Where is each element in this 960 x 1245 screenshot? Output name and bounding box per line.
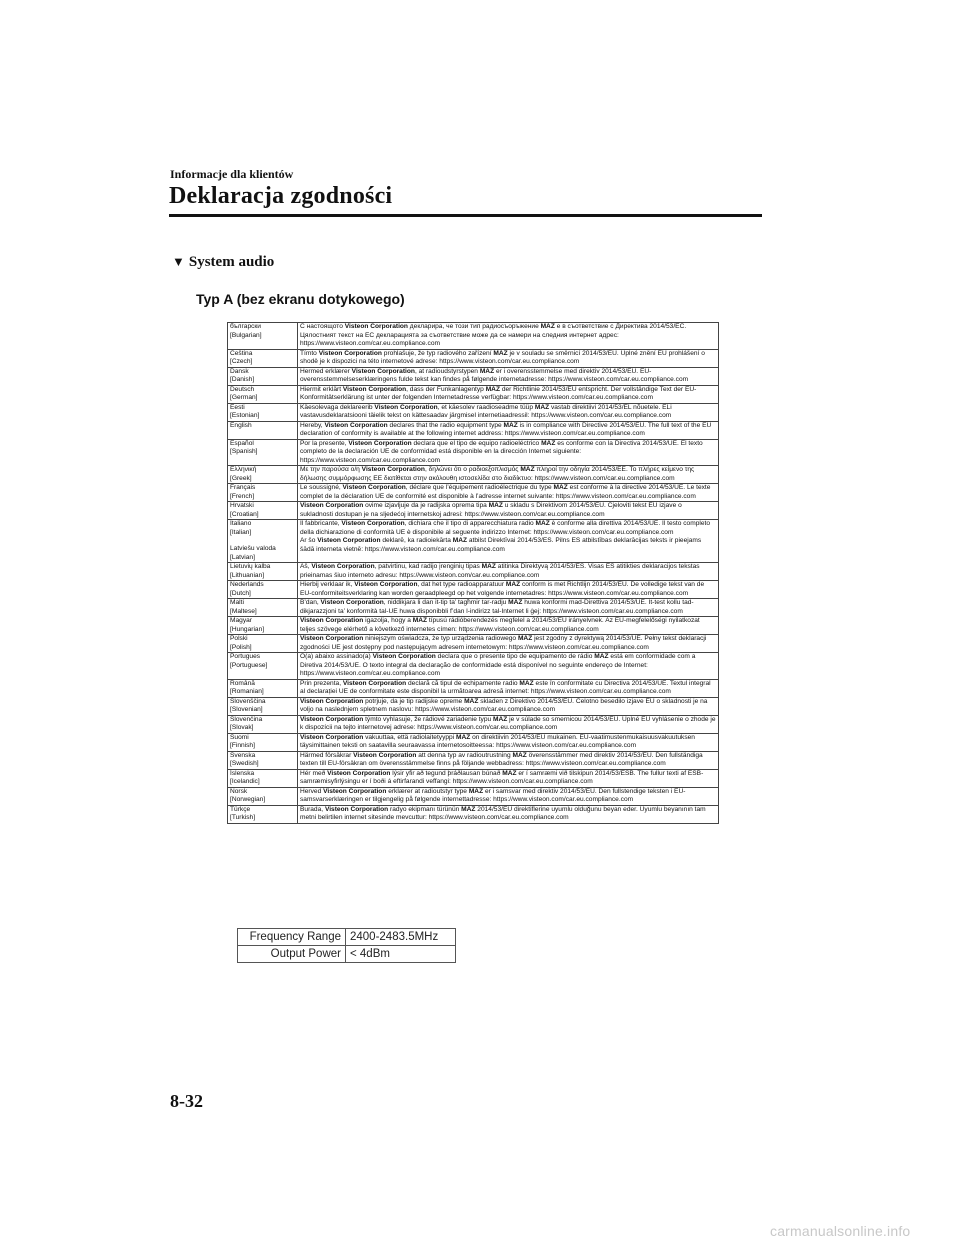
emphasis-text: MAZ (464, 697, 479, 705)
emphasis-text: MAZ (488, 502, 503, 509)
emphasis-text: MAZ (503, 421, 518, 429)
language-name: Italiano (230, 520, 252, 527)
declaration-text: С настоящото Visteon Corporation декларира, че този тип радиосъоръжение MAZ е в съответствие с Директива 2014/53/ЕС. Цялостният текст на ЕС декларацията за съответствие може да се намери на следния интернет адрес: https://www.visteon.com/car.eu.compliance.com (300, 323, 687, 347)
language-name-english: [Dutch] (230, 589, 251, 597)
language-name-english: [Bulgarian] (230, 331, 262, 339)
language-cell (228, 715, 298, 733)
declaration-row (228, 653, 719, 680)
spec-row (238, 929, 456, 946)
declaration-text: B’dan, Visteon Corporation, niddikjara li dan it-tip ta’ tagħmir tar-radju MAZ huwa konformi mad-Direttiva 2014/53/UE. It-test kollu tad-dikjarazzjoni ta’ konformità tal-UE huwa disponibbli f’dan l-indirizz tal-Internet li ġej: https://www.visteon.com/car.eu.compliance.com (300, 599, 694, 615)
declaration-text-cell (298, 787, 719, 805)
language-name-english: [Lithuanian] (230, 571, 265, 579)
language-name-english: [Hungarian] (230, 625, 265, 633)
language-cell (228, 484, 298, 502)
declaration-row (228, 751, 719, 769)
language-name: Nederlands (230, 581, 264, 588)
declaration-row (228, 502, 719, 520)
language-name: Latviešu valoda (230, 545, 276, 552)
emphasis-text: MAZ (541, 439, 556, 447)
emphasis-text: MAZ (534, 403, 550, 411)
emphasis-text: Visteon Corporation (341, 520, 405, 527)
emphasis-text: Visteon Corporation (320, 599, 384, 606)
emphasis-text: MAZ (517, 635, 533, 642)
language-name: Lietuvių kalba (230, 563, 271, 570)
language-cell (228, 563, 298, 581)
emphasis-text: Visteon Corporation (323, 787, 387, 795)
language-name-english: [Estonian] (230, 412, 260, 419)
declaration-text-cell (298, 323, 719, 350)
declaration-text: Με την παρούσα ο/η Visteon Corporation, δηλώνει ότι ο ραδιοεξοπλισμός MAZ πληροί την οδηγία 2014/53/ΕΕ. Το πλήρες κείμενο της δήλωσης συμμόρφωσης ΕΕ διατίθεται στην ακόλουθη ιστοσελίδα στο διαδίκτυο: https://www.visteon.com/car.eu.compliance.com (300, 466, 695, 482)
language-name-english: [Romanian] (230, 688, 264, 695)
section-label: Informacje dla klientów (170, 167, 294, 181)
declaration-row (228, 563, 719, 581)
language-name: български (230, 323, 261, 330)
declaration-text-cell (298, 635, 719, 653)
emphasis-text: MAZ (461, 805, 476, 813)
emphasis-text: Visteon Corporation (327, 769, 391, 777)
language-cell (228, 403, 298, 421)
declaration-text: Prin prezenta, Visteon Corporation declară că tipul de echipamente radio MAZ este în conformitate cu Directiva 2014/53/UE. Textul integral al declarației UE de conformitate este disponibil la următoarea adresă internet: https://www.visteon.com/car.eu.compliance.com (300, 679, 711, 695)
language-name: Čeština (230, 349, 253, 357)
emphasis-text: Visteon Corporation (300, 715, 364, 723)
declaration-text: Il fabbricante, Visteon Corporation, dichiara che il tipo di apparecchiatura radio MAZ è conforme alla direttiva 2014/53/UE. Il testo completo della dichiarazione di conformità UE è disponibile al seguente indirizzo Internet: https://www.visteon.com/car.eu.compliance.com (300, 520, 711, 536)
declaration-row (228, 787, 719, 805)
language-name-english: [Latvian] (230, 553, 255, 561)
spec-row (238, 946, 456, 963)
declaration-text: Herved Visteon Corporation erklærer at radioutstyr type MAZ er i samsvar med direktiv 2014/53/EU. Den fullstendige teksten i EU-samsvarserklæringen er tilgjengelig på følgende internettadresse: https://www.visteon.com/car.eu.compliance.com (300, 787, 686, 803)
emphasis-text: MAZ (468, 787, 484, 795)
language-name: Dansk (230, 367, 249, 375)
language-cell (228, 679, 298, 697)
language-name-english: [Italian] (230, 528, 252, 536)
language-cell (228, 581, 298, 599)
subsection-heading-text: System audio (188, 254, 275, 270)
declaration-row (228, 679, 719, 697)
declaration-text-cell (298, 502, 719, 520)
declaration-text: Käesolevaga deklareerib Visteon Corporation, et käesolev raadioseadme tüüp MAZ vastab direktiivi 2014/53/EL nõuetele. ELi vastavusdeklaratsiooni täielik tekst on kättesaadav järgmisel internetiaadressil: https://www.visteon.com/car.eu.compliance.com (300, 403, 672, 419)
declaration-text-cell (298, 466, 719, 484)
declaration-row (228, 323, 719, 350)
spec-table-body (238, 929, 456, 963)
emphasis-text: MAZ (479, 367, 495, 375)
declaration-text: Visteon Corporation igazolja, hogy a MAZ típusú rádióberendezés megfelel a 2014/53/EU irányelvnek. Az EU-megfelelőségi nyilatkozat teljes szövege elérhető a következő internetes címen: https://www.visteon.com/car.eu.compliance.com (300, 617, 700, 633)
language-cell (228, 733, 298, 751)
declaration-text-cell (298, 520, 719, 563)
language-name: Malti (230, 599, 244, 606)
declaration-text: Visteon Corporation niniejszym oświadcza, że typ urządzenia radiowego MAZ jest zgodny z dyrektywą 2014/53/UE. Pełny tekst deklaracji zgodności UE jest dostępny pod następującym adresem internetowym: https://www.visteon.com/car.eu.compliance.com (300, 635, 707, 651)
language-name-english: [Spanish] (230, 448, 258, 455)
declaration-row (228, 484, 719, 502)
language-name-english: [Norwegian] (230, 796, 266, 803)
language-name: Română (230, 679, 255, 687)
declaration-text-cell (298, 617, 719, 635)
declaration-row (228, 349, 719, 367)
emphasis-text: Visteon Corporation (351, 367, 415, 375)
language-name: Español (230, 439, 254, 447)
declaration-row (228, 733, 719, 751)
declaration-row (228, 466, 719, 484)
declaration-row (228, 769, 719, 787)
emphasis-text: Visteon Corporation (300, 635, 364, 642)
page-number: 8-32 (170, 1091, 203, 1111)
emphasis-text: Visteon Corporation (318, 349, 382, 357)
emphasis-text: Visteon Corporation (300, 502, 364, 509)
emphasis-text: Visteon Corporation (342, 385, 407, 393)
declaration-row (228, 715, 719, 733)
declaration-text: Hierbij verklaar ik, Visteon Corporation, dat het type radioapparatuur MAZ conform is met Richtlijn 2014/53/EU. De volledige tekst van de EU-conformiteitsverklaring kan worden geraadpleegd op het volgende internetadres: https://www.visteon.com/car.eu.compliance.com (300, 581, 705, 597)
language-name: Eesti (230, 403, 245, 411)
emphasis-text: MAZ (456, 733, 471, 741)
language-name: Polski (230, 635, 248, 642)
declaration-text-cell (298, 805, 719, 823)
declaration-text-cell (298, 403, 719, 421)
declaration-text-cell (298, 439, 719, 466)
emphasis-text: Visteon Corporation (353, 751, 417, 759)
declaration-text: O(a) abaixo assinado(a) Visteon Corporation declara que o presente tipo de equipamento de rádio MAZ está em conformidade com a Diretiva 2014/53/UE. O texto integral da declaração de conformidade está disponível no seguinte endereço de Internet: https://www.visteon.com/car.eu.compliance.com (300, 653, 696, 677)
language-cell (228, 323, 298, 350)
emphasis-text: MAZ (412, 617, 428, 624)
language-name-english: [Finnish] (230, 742, 255, 749)
language-name: Íslenska (230, 769, 255, 777)
language-cell (228, 635, 298, 653)
language-cell (228, 769, 298, 787)
declaration-row (228, 581, 719, 599)
language-name: Deutsch (230, 385, 255, 393)
emphasis-text: Visteon Corporation (342, 679, 407, 687)
emphasis-text: MAZ (505, 581, 521, 588)
declaration-text: Hermed erklærer Visteon Corporation, at radioudstyrstypen MAZ er i overensstemmelse med direktiv 2014/53/EU. EU-overensstemmelseserklæringens fulde tekst kan findes på følgende internetadresse: https://www.visteon.com/car.eu.compliance.com (300, 367, 689, 383)
language-cell (228, 466, 298, 484)
emphasis-text: MAZ (481, 563, 496, 570)
declaration-row (228, 635, 719, 653)
emphasis-text: Visteon Corporation (311, 563, 375, 570)
declaration-row (228, 439, 719, 466)
language-name-english: [Croatian] (230, 510, 259, 518)
language-name: Hrvatski (230, 502, 254, 509)
language-cell (228, 697, 298, 715)
language-cell (228, 751, 298, 769)
declaration-text-cell (298, 367, 719, 385)
declaration-text-cell (298, 385, 719, 403)
language-name-english: [Icelandic] (230, 778, 260, 785)
language-name-english: [Slovak] (230, 724, 254, 731)
declaration-row (228, 520, 719, 563)
title-rule (169, 214, 762, 217)
declaration-text: Tímto Visteon Corporation prohlašuje, že typ radiového zařízení MAZ je v souladu se směrnicí 2014/53/EU. Úplné znění EU prohlášení o shodě je k dispozici na této internetové adrese: https://www.visteon.com/car.eu.compliance.com (300, 349, 705, 365)
language-name-english: [Turkish] (230, 814, 256, 821)
language-cell (228, 421, 298, 439)
language-name: Svenska (230, 751, 256, 759)
language-name: Norsk (230, 787, 248, 795)
declaration-text-cell (298, 484, 719, 502)
language-name-english: [Danish] (230, 376, 255, 383)
declaration-text-cell (298, 653, 719, 680)
language-name: Ελληνική (230, 466, 257, 473)
spec-label: Frequency Range (238, 929, 346, 946)
declaration-text: Por la presente, Visteon Corporation declara que el tipo de equipo radioeléctrico MAZ es conforme con la Directiva 2014/53/UE. El texto completo de la declaración UE de conformidad está disponible en la dirección Internet siguiente: https://www.visteon.com/car.eu.compliance.com (300, 439, 703, 464)
emphasis-text: MAZ (512, 751, 527, 759)
language-name: Türkçe (230, 805, 251, 813)
declaration-text-cell (298, 697, 719, 715)
declaration-text-cell (298, 715, 719, 733)
declaration-text: Le soussigné, Visteon Corporation, déclare que l’équipement radioélectrique du type MAZ est conforme à la directive 2014/53/UE. Le texte complet de la déclaration UE de conformité est disponible à l’adresse internet suivante: https://www.visteon.com/car.eu.compliance.com (300, 484, 711, 500)
language-name: Suomi (230, 733, 249, 741)
declaration-text-cell (298, 599, 719, 617)
declaration-text-cell (298, 421, 719, 439)
emphasis-text: Visteon Corporation (344, 323, 408, 330)
language-cell (228, 439, 298, 466)
spec-value: < 4dBm (346, 946, 456, 963)
declaration-row (228, 599, 719, 617)
emphasis-text: MAZ (508, 599, 523, 606)
declaration-text: Hér með Visteon Corporation lýsir yfir að tegund þráðlausan búnað MAZ er í samræmi við tilskipun 2014/53/ESB. The fullur texti af ESB-samræmisyfirlýsingu er í boði á eftirfarandi veffangi: https://www.visteon.com/car.eu.compliance.com (300, 769, 704, 785)
declaration-table-body (228, 323, 719, 824)
language-cell (228, 617, 298, 635)
declaration-text: Visteon Corporation vakuuttaa, että radiolaitetyyppi MAZ on direktiivin 2014/53/EU mukainen. EU-vaatimustenmukaisuusvakuutuksen täysimittainen teksti on saatavilla seuraavassa internetosoitteessa: https://www.visteon.com/car.eu.compliance.com (300, 733, 695, 749)
spec-label: Output Power (238, 946, 346, 963)
declaration-text: Hiermit erklärt Visteon Corporation, dass der Funkanlagentyp MAZ der Richtlinie 2014/53/EU entspricht. Der vollständige Text der EU-Konformitätserklärung ist unter der folgenden Internetadresse verfügbar: https://www.visteon.com/car.eu.compliance.com (300, 385, 697, 401)
page-title: Deklaracja zgodności (169, 183, 393, 209)
emphasis-text: Visteon Corporation (354, 581, 418, 588)
spec-value: 2400-2483.5MHz (346, 929, 456, 946)
language-cell (228, 349, 298, 367)
language-cell (228, 502, 298, 520)
language-cell (228, 805, 298, 823)
declaration-table (227, 322, 719, 824)
declaration-text: Härmed försäkrar Visteon Corporation att denna typ av radioutrustning MAZ överensstämmer med direktiv 2014/53/EU. Den fullständiga texten till EU-försäkran om överensstämmelse finns på följande webbadress: https://www.visteon.com/car.eu.compliance.com (300, 751, 703, 767)
language-name-english: [French] (230, 492, 255, 500)
declaration-text-cell (298, 581, 719, 599)
emphasis-text: Visteon Corporation (374, 403, 438, 411)
language-name-english: [Czech] (230, 358, 253, 365)
emphasis-text: MAZ (485, 385, 500, 393)
language-name-english: [Polish] (230, 643, 252, 651)
declaration-row (228, 421, 719, 439)
language-cell (228, 653, 298, 680)
declaration-text: Aš, Visteon Corporation, patvirtinu, kad radijo įrenginių tipas MAZ atitinka Direktyvą 2014/53/ES. Visas ES atitikties deklaracijos tekstas prieinamas šiuo interneto adresu: https://www.visteon.com/car.eu.compliance.com (300, 563, 700, 579)
emphasis-text: Visteon Corporation (348, 439, 412, 447)
emphasis-text: Visteon Corporation (324, 805, 389, 813)
language-name: Slovenščina (230, 697, 266, 705)
declaration-row (228, 805, 719, 823)
emphasis-text: MAZ (502, 769, 517, 777)
emphasis-text: MAZ (535, 520, 550, 527)
emphasis-text: Visteon Corporation (324, 421, 388, 429)
emphasis-text: MAZ (520, 466, 535, 473)
declaration-text-cell (298, 679, 719, 697)
language-cell (228, 599, 298, 617)
declaration-row (228, 403, 719, 421)
emphasis-text: MAZ (519, 679, 534, 687)
declaration-row (228, 385, 719, 403)
emphasis-text: Visteon Corporation (300, 617, 364, 624)
declaration-text: Burada, Visteon Corporation radyo ekipmanı türünün MAZ 2014/53/EU direktiflerine uyumlu olduğunu beyan eder. Uyumlu beyanının tam metni belirtilen internet sitesinde mevcuttur: https://www.visteon.com/car.eu.compliance.com (300, 805, 706, 821)
declaration-text: Hereby, Visteon Corporation declares that the radio equipment type MAZ is in compliance with Directive 2014/53/EU. The full text of the EU declaration of conformity is available at the following internet address: https://www.visteon.com/car.eu.compliance.com (300, 421, 712, 437)
language-name-english: [Swedish] (230, 760, 259, 767)
language-name-english: [German] (230, 394, 258, 401)
language-name-english: [Portuguese] (230, 661, 268, 669)
declaration-text-cell (298, 563, 719, 581)
emphasis-text: MAZ (452, 537, 467, 544)
language-name-english: [Slovenian] (230, 706, 263, 713)
emphasis-text: MAZ (493, 349, 508, 357)
language-name: Magyar (230, 617, 252, 624)
declaration-row (228, 367, 719, 385)
declaration-text: Visteon Corporation týmto vyhlasuje, že rádiové zariadenie typu MAZ je v súlade so smernicou 2014/53/EÚ. Úplné EÚ vyhlásenie o zhode je k dispozícii na tejto internetovej adrese: https://www.visteon.com/car.eu.compliance.com (300, 715, 716, 731)
language-cell (228, 385, 298, 403)
type-heading: Typ A (bez ekranu dotykowego) (196, 291, 405, 307)
language-gap (230, 537, 295, 545)
declaration-text: Visteon Corporation potrjuje, da je tip radijske opreme MAZ skladen z Direktivo 2014/53/EU. Celotno besedilo izjave EU o skladnosti je na voljo na naslednjem spletnem naslovu: https://www.visteon.com/car.eu.compliance.com (300, 697, 708, 713)
emphasis-text: Visteon Corporation (372, 653, 436, 660)
subsection-heading (172, 254, 274, 271)
emphasis-text: Visteon Corporation (317, 537, 381, 544)
spec-table (237, 928, 456, 963)
language-cell (228, 520, 298, 563)
declaration-text-cell (298, 733, 719, 751)
declaration-text-cell (298, 769, 719, 787)
emphasis-text: MAZ (594, 653, 609, 660)
language-name: Portugues (230, 653, 261, 660)
emphasis-text: Visteon Corporation (300, 733, 364, 741)
declaration-row (228, 617, 719, 635)
declaration-text-cell (298, 751, 719, 769)
emphasis-text: Visteon Corporation (300, 697, 364, 705)
language-name-english: [Maltese] (230, 607, 257, 615)
triangle-down-icon: ▼ (172, 254, 185, 269)
emphasis-text: Visteon Corporation (342, 484, 406, 491)
watermark: carmanualsonline.info (770, 1223, 911, 1239)
emphasis-text: Visteon Corporation (361, 466, 425, 473)
language-cell (228, 787, 298, 805)
emphasis-text: MAZ (553, 484, 568, 491)
declaration-text: Ar šo Visteon Corporation deklarē, ka radioiekārta MAZ atbilst Direktīvai 2014/53/ES. Pilns ES atbilstības deklarācijas teksts ir pieejams šādā interneta vietnē: https://www.visteon.com/car.eu.compliance.com (300, 537, 702, 553)
emphasis-text: MAZ (540, 323, 555, 330)
declaration-text: Visteon Corporation ovime izjavljuje da je radijska oprema tipa MAZ u skladu s Direktivom 2014/53/EU. Cjeloviti tekst EU izjave o sukladnosti dostupan je na sljedećoj internetskoj adresi: https://www.visteon.com/car.eu.compliance.com (300, 502, 682, 518)
language-name: Slovenčina (230, 715, 263, 723)
language-name: English (230, 421, 252, 429)
language-name-english: [Greek] (230, 474, 252, 482)
declaration-row (228, 697, 719, 715)
declaration-text-cell (298, 349, 719, 367)
language-cell (228, 367, 298, 385)
language-name: Français (230, 484, 256, 491)
emphasis-text: MAZ (493, 715, 508, 723)
